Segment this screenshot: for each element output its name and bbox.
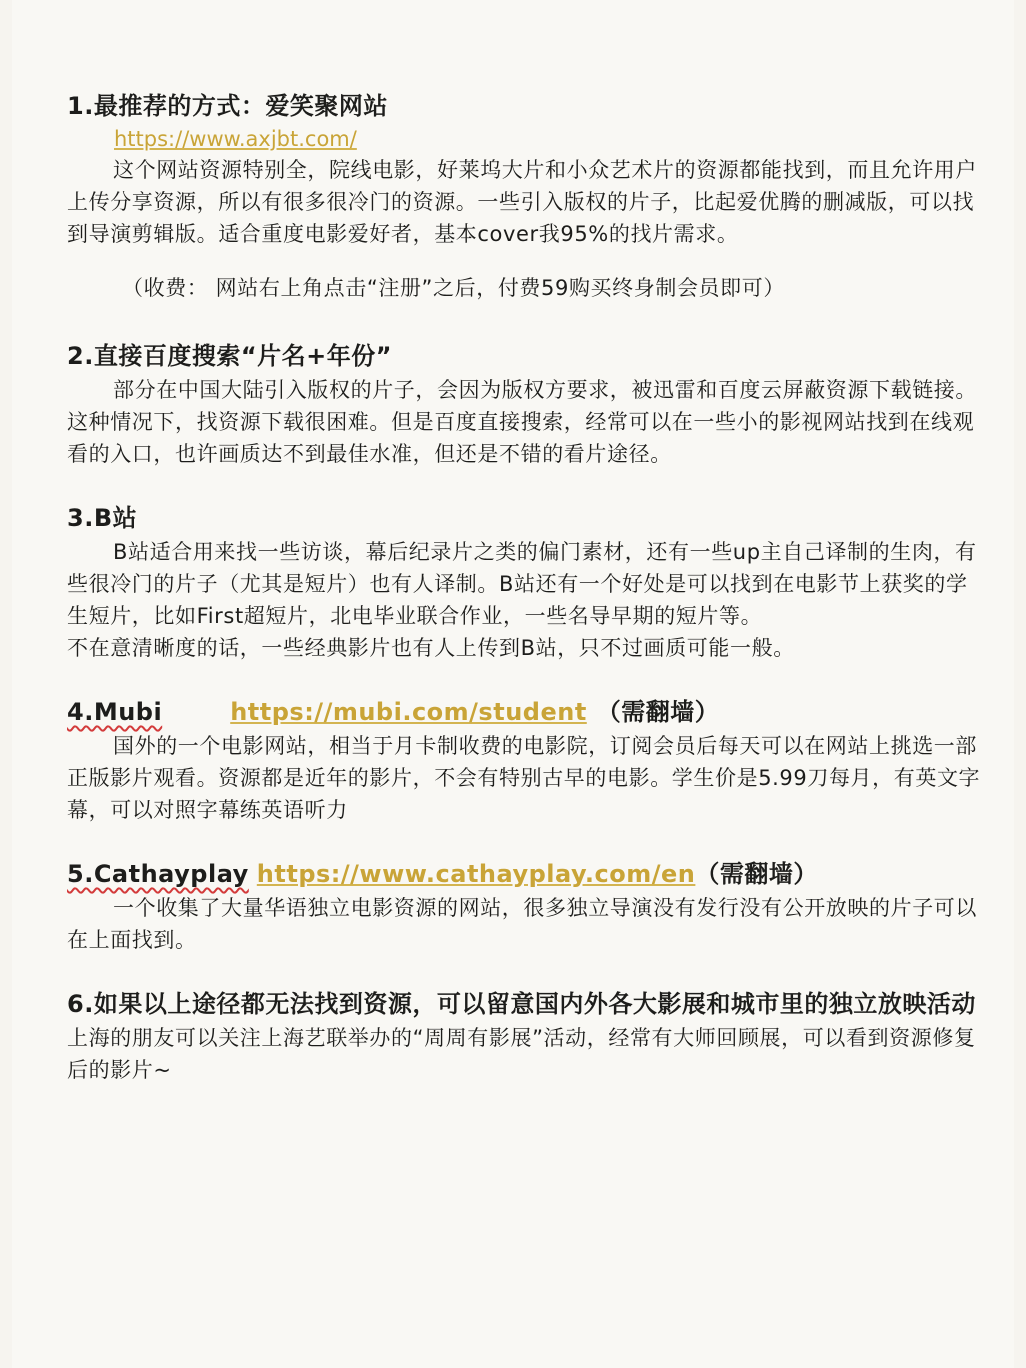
section-4-heading: [67, 694, 982, 730]
mubi-link[interactable]: https://mubi.com/student: [230, 698, 587, 726]
axjbt-link[interactable]: https://www.axjbt.com/: [114, 127, 357, 151]
document-content: [67, 88, 982, 1086]
cathayplay-vpn-note: （需翻墙）: [695, 860, 818, 888]
cathayplay-link[interactable]: https://www.cathayplay.com/en: [256, 860, 696, 888]
section-3-body: B站适合用来找一些访谈，幕后纪录片之类的偏门素材，还有一些up主自己译制的生肉，有些很冷门的片子（尤其是短片）也有人译制。B站还有一个好处是可以找到在电影节上获奖的学生短片，比如First超短片，北电毕业联合作业，一些名导早期的短片等。: [67, 540, 977, 628]
section-axjbt: [67, 88, 982, 304]
section-4-body: 国外的一个电影网站，相当于月卡制收费的电影院，订阅会员后每天可以在网站上挑选一部正版影片观看。资源都是近年的影片，不会有特别古早的电影。学生价是5.99刀每月，有英文字幕，可以对照字幕练英语听力: [67, 734, 981, 822]
section-1-fee-note: （收费： 网站右上角点击“注册”之后，付费59购买终身制会员即可）: [122, 276, 785, 300]
section-1-heading: 1.最推荐的方式：爱笑聚网站: [67, 92, 388, 120]
section-6-body: 上海的朋友可以关注上海艺联举办的“周周有影展”活动，经常有大师回顾展，可以看到资源修复后的影片~: [67, 1026, 976, 1082]
section-mubi: [67, 694, 982, 826]
section-3-body-2: 不在意清晰度的话，一些经典影片也有人上传到B站，只不过画质可能一般。: [67, 636, 795, 660]
section-3-heading: 3.B站: [67, 504, 138, 532]
section-1-body: 这个网站资源特别全，院线电影，好莱坞大片和小众艺术片的资源都能找到，而且允许用户上传分享资源，所以有很多很冷门的资源。一些引入版权的片子，比起爱优腾的删减版，可以找到导演剪辑版。适合重度电影爱好者，基本cover我95%的找片需求。: [67, 158, 977, 246]
section-5-heading: [67, 856, 982, 892]
section-bilibili: [67, 500, 982, 664]
section-6-heading: 6.如果以上途径都无法找到资源，可以留意国内外各大影展和城市里的独立放映活动: [67, 990, 976, 1018]
section-2-body: 部分在中国大陆引入版权的片子，会因为版权方要求，被迅雷和百度云屏蔽资源下载链接。这种情况下，找资源下载很困难。但是百度直接搜索，经常可以在一些小的影视网站找到在线观看的入口，也许画质达不到最佳水准，但还是不错的看片途径。: [67, 378, 977, 466]
section-2-heading: 2.直接百度搜索“片名+年份”: [67, 342, 392, 370]
mubi-vpn-note: （需翻墙）: [596, 698, 720, 726]
section-5-body: 一个收集了大量华语独立电影资源的网站，很多独立导演没有发行没有公开放映的片子可以在上面找到。: [67, 896, 977, 952]
document-page: [12, 0, 1014, 1368]
mubi-name: 4.Mubi: [67, 698, 163, 726]
section-film-festivals: [67, 986, 982, 1086]
section-cathayplay: [67, 856, 982, 956]
cathayplay-name: 5.Cathayplay: [67, 860, 249, 888]
section-baidu: [67, 338, 982, 470]
